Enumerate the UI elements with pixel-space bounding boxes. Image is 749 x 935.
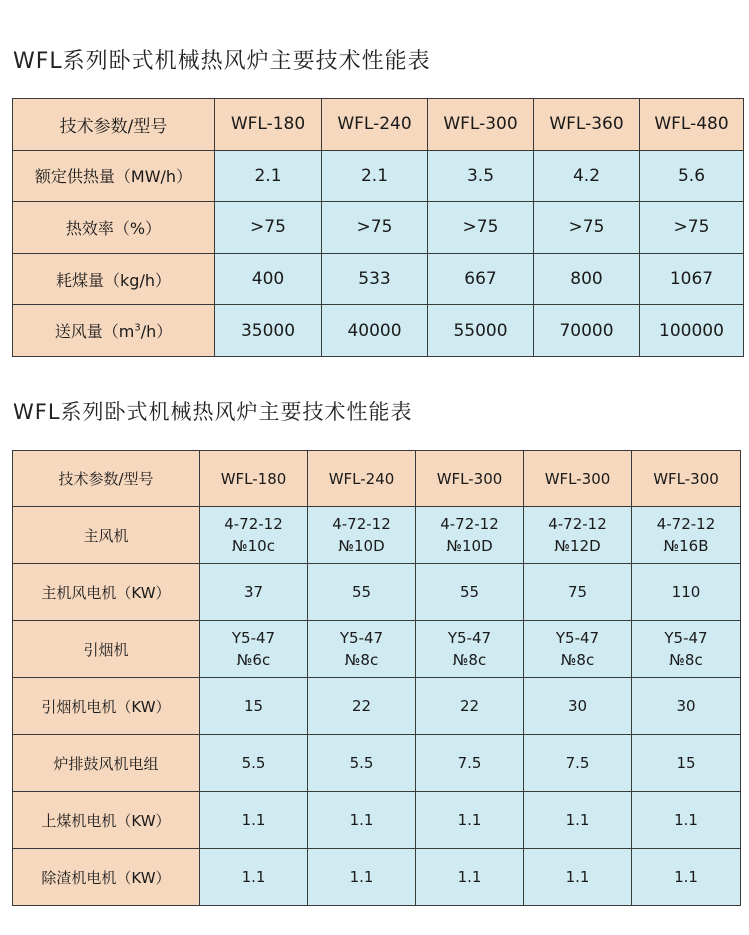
param-label-text: 送风量（m xyxy=(54,322,135,342)
header-model-cell: WFL-180 xyxy=(215,99,322,151)
value-cell: 2.1 xyxy=(322,150,428,202)
value-cell: 75 xyxy=(524,564,632,621)
value-cell xyxy=(308,507,416,564)
header-model-cell: WFL-300 xyxy=(632,451,741,507)
value-cell: >75 xyxy=(534,202,640,254)
value-line: №12D xyxy=(554,537,601,555)
value-line: №8c xyxy=(560,651,595,669)
param-label-text: /h） xyxy=(140,322,173,342)
value-cell xyxy=(416,621,524,678)
value-cell: 22 xyxy=(308,678,416,735)
value-cell xyxy=(200,507,308,564)
table-row xyxy=(13,564,741,621)
table2-title: WFL系列卧式机械热风炉主要技术性能表 xyxy=(13,400,413,424)
param-label: 额定供热量（MW/h） xyxy=(13,150,215,202)
table1-title: WFL系列卧式机械热风炉主要技术性能表 xyxy=(13,49,431,74)
header-model-cell: WFL-300 xyxy=(428,99,534,151)
header-model-cell: WFL-480 xyxy=(640,99,744,151)
param-label: 引烟机 xyxy=(13,621,200,678)
value-line: №8c xyxy=(452,651,487,669)
table-row xyxy=(13,202,744,254)
value-cell: 55 xyxy=(308,564,416,621)
table-header-row xyxy=(13,451,741,507)
value-cell: 1.1 xyxy=(200,849,308,906)
value-line: №6c xyxy=(236,651,271,669)
header-param-cell: 技术参数/型号 xyxy=(13,451,200,507)
value-cell xyxy=(200,621,308,678)
header-param-cell: 技术参数/型号 xyxy=(13,99,215,151)
value-cell: 1067 xyxy=(640,253,744,305)
value-cell: 70000 xyxy=(534,305,640,357)
param-label: 上煤机电机（KW） xyxy=(13,792,200,849)
value-line: Y5-47 xyxy=(664,629,708,647)
header-model-cell: WFL-240 xyxy=(322,99,428,151)
param-label: 主风机 xyxy=(13,507,200,564)
value-cell: 40000 xyxy=(322,305,428,357)
value-cell: 1.1 xyxy=(200,792,308,849)
param-label xyxy=(13,305,215,357)
value-cell: 5.5 xyxy=(200,735,308,792)
value-cell: 4.2 xyxy=(534,150,640,202)
value-cell: 2.1 xyxy=(215,150,322,202)
value-cell: 7.5 xyxy=(416,735,524,792)
value-cell: 800 xyxy=(534,253,640,305)
value-cell: 5.5 xyxy=(308,735,416,792)
value-cell xyxy=(524,621,632,678)
value-line: №10D xyxy=(446,537,493,555)
table-row xyxy=(13,621,741,678)
value-cell: 35000 xyxy=(215,305,322,357)
superscript: 3 xyxy=(134,322,141,334)
performance-table-1 xyxy=(12,98,744,357)
value-cell: 55000 xyxy=(428,305,534,357)
param-label: 耗煤量（kg/h） xyxy=(13,253,215,305)
param-label: 热效率（%） xyxy=(13,202,215,254)
value-cell: 1.1 xyxy=(308,792,416,849)
value-line: №10c xyxy=(232,537,275,555)
value-line: Y5-47 xyxy=(339,629,384,647)
value-line: №10D xyxy=(338,537,385,555)
value-cell: >75 xyxy=(322,202,428,254)
table-row xyxy=(13,305,744,357)
value-cell: >75 xyxy=(215,202,322,254)
value-line: 4-72-12 xyxy=(548,515,607,533)
table-row xyxy=(13,678,741,735)
value-cell: 15 xyxy=(200,678,308,735)
value-cell: 1.1 xyxy=(308,849,416,906)
value-cell: 1.1 xyxy=(416,792,524,849)
value-cell: 1.1 xyxy=(632,849,741,906)
table-header-row xyxy=(13,99,744,151)
value-cell xyxy=(308,621,416,678)
param-label: 炉排鼓风机电组 xyxy=(13,735,200,792)
value-cell: 55 xyxy=(416,564,524,621)
value-line: №8c xyxy=(344,651,379,669)
value-cell: 400 xyxy=(215,253,322,305)
param-label: 引烟机电机（KW） xyxy=(13,678,200,735)
value-line: 4-72-12 xyxy=(332,515,391,533)
value-cell xyxy=(632,621,741,678)
value-line: 4-72-12 xyxy=(656,515,716,533)
table-row xyxy=(13,507,741,564)
value-cell: 1.1 xyxy=(524,849,632,906)
value-cell: 1.1 xyxy=(632,792,741,849)
header-model-cell: WFL-180 xyxy=(200,451,308,507)
value-line: Y5-47 xyxy=(555,629,600,647)
header-model-cell: WFL-300 xyxy=(416,451,524,507)
value-cell: 533 xyxy=(322,253,428,305)
value-cell: 667 xyxy=(428,253,534,305)
header-model-cell: WFL-360 xyxy=(534,99,640,151)
value-cell: 100000 xyxy=(640,305,744,357)
table-row xyxy=(13,150,744,202)
value-line: №8c xyxy=(669,651,703,669)
value-cell: 30 xyxy=(524,678,632,735)
table-row xyxy=(13,849,741,906)
value-cell: 1.1 xyxy=(524,792,632,849)
value-cell: 37 xyxy=(200,564,308,621)
table-row xyxy=(13,792,741,849)
header-model-cell: WFL-240 xyxy=(308,451,416,507)
value-line: №16B xyxy=(663,537,709,555)
value-cell xyxy=(524,507,632,564)
table-row xyxy=(13,253,744,305)
value-cell: 30 xyxy=(632,678,741,735)
value-cell: 3.5 xyxy=(428,150,534,202)
value-cell: 5.6 xyxy=(640,150,744,202)
param-label: 除渣机电机（KW） xyxy=(13,849,200,906)
header-model-cell: WFL-300 xyxy=(524,451,632,507)
value-cell: 15 xyxy=(632,735,741,792)
value-line: Y5-47 xyxy=(231,629,276,647)
param-label: 主机风电机（KW） xyxy=(13,564,200,621)
value-line: 4-72-12 xyxy=(224,515,283,533)
table-row xyxy=(13,735,741,792)
value-cell: 1.1 xyxy=(416,849,524,906)
value-cell: >75 xyxy=(640,202,744,254)
value-cell: 22 xyxy=(416,678,524,735)
value-cell xyxy=(416,507,524,564)
value-cell: 7.5 xyxy=(524,735,632,792)
value-cell: 110 xyxy=(632,564,741,621)
value-line: 4-72-12 xyxy=(440,515,499,533)
performance-table-2 xyxy=(12,450,741,906)
value-cell: >75 xyxy=(428,202,534,254)
value-line: Y5-47 xyxy=(447,629,492,647)
value-cell xyxy=(632,507,741,564)
